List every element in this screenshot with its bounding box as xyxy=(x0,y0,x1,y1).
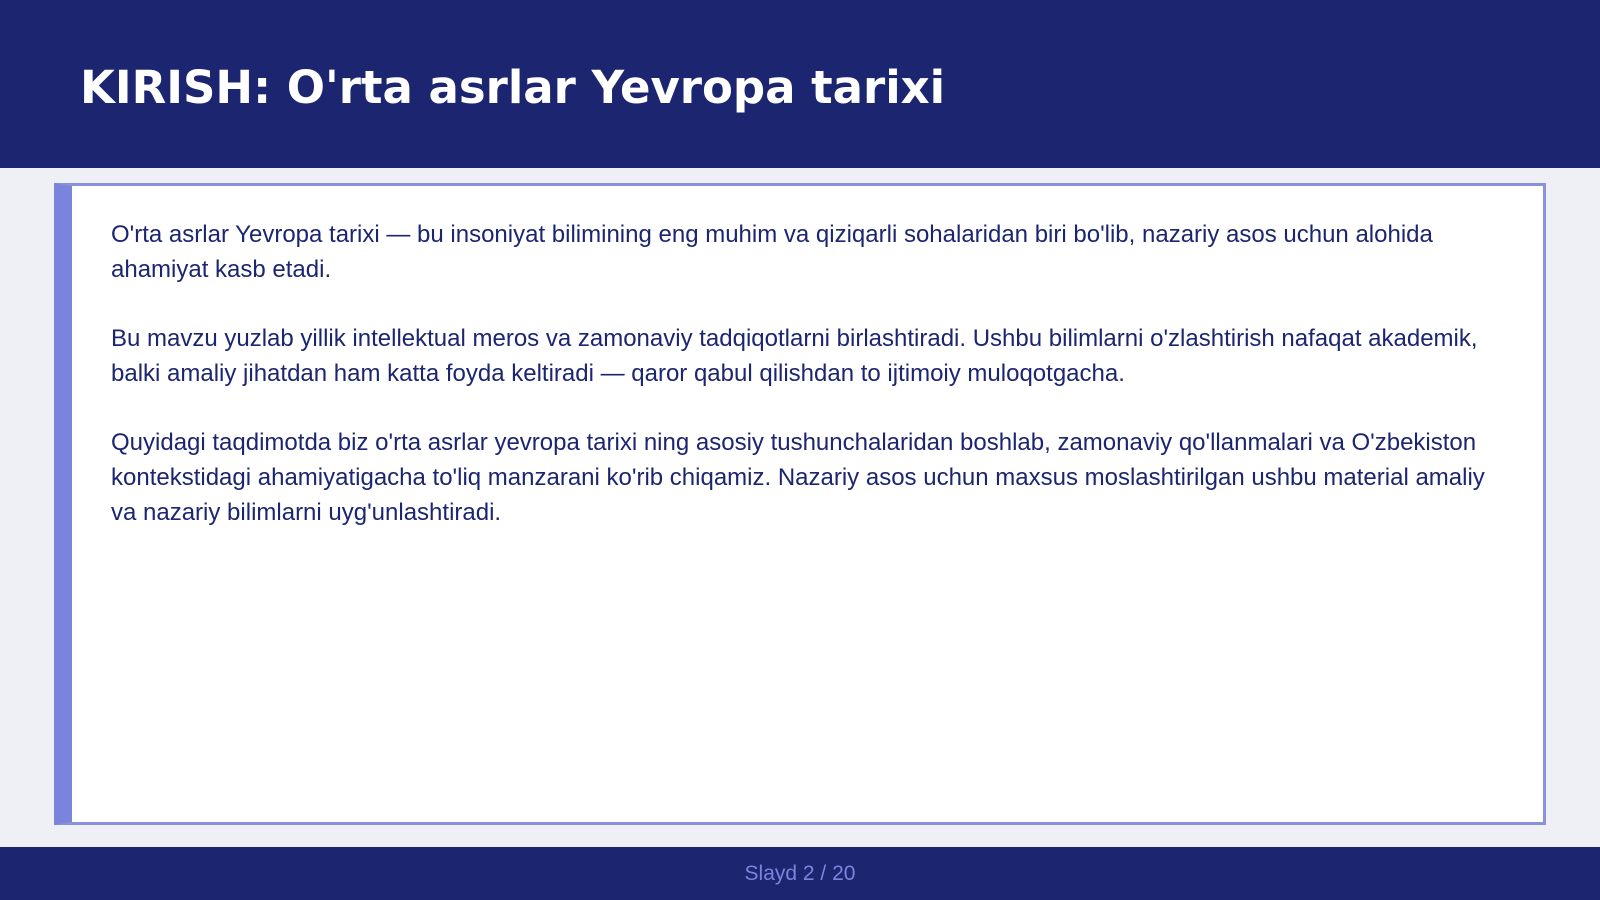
slide-title: KIRISH: O'rta asrlar Yevropa tarixi xyxy=(80,61,946,114)
intro-paragraph-3: Quyidagi taqdimotda biz o'rta asrlar yevropa tarixi ning asosiy tushunchalaridan boshlab, zamonaviy qo'llanmalari va O'zbekiston kontekstidagi ahamiyatigacha to'liq manzarani ko'rib chiqamiz. Nazariy asos uchun maxsus moslashtirilgan ushbu material amaliy va nazariy bilimlarni uyg'unlashtiradi. xyxy=(111,429,1485,526)
slide-footer xyxy=(0,847,1600,900)
content-card xyxy=(54,183,1546,825)
slide-header xyxy=(0,0,1600,168)
intro-paragraph-1: O'rta asrlar Yevropa tarixi — bu insoniyat bilimining eng muhim va qiziqarli sohalaridan biri bo'lib, nazariy asos uchun alohida ahamiyat kasb etadi. xyxy=(111,221,1433,283)
intro-paragraph-2: Bu mavzu yuzlab yillik intellektual meros va zamonaviy tadqiqotlarni birlashtiradi. Ushbu bilimlarni o'zlashtirish nafaqat akademik, balki amaliy jihatdan ham katta foyda keltiradi — qaror qabul qilishdan to ijtimoiy muloqotgacha. xyxy=(111,325,1478,387)
slide-number: Slayd 2 / 20 xyxy=(744,862,856,885)
